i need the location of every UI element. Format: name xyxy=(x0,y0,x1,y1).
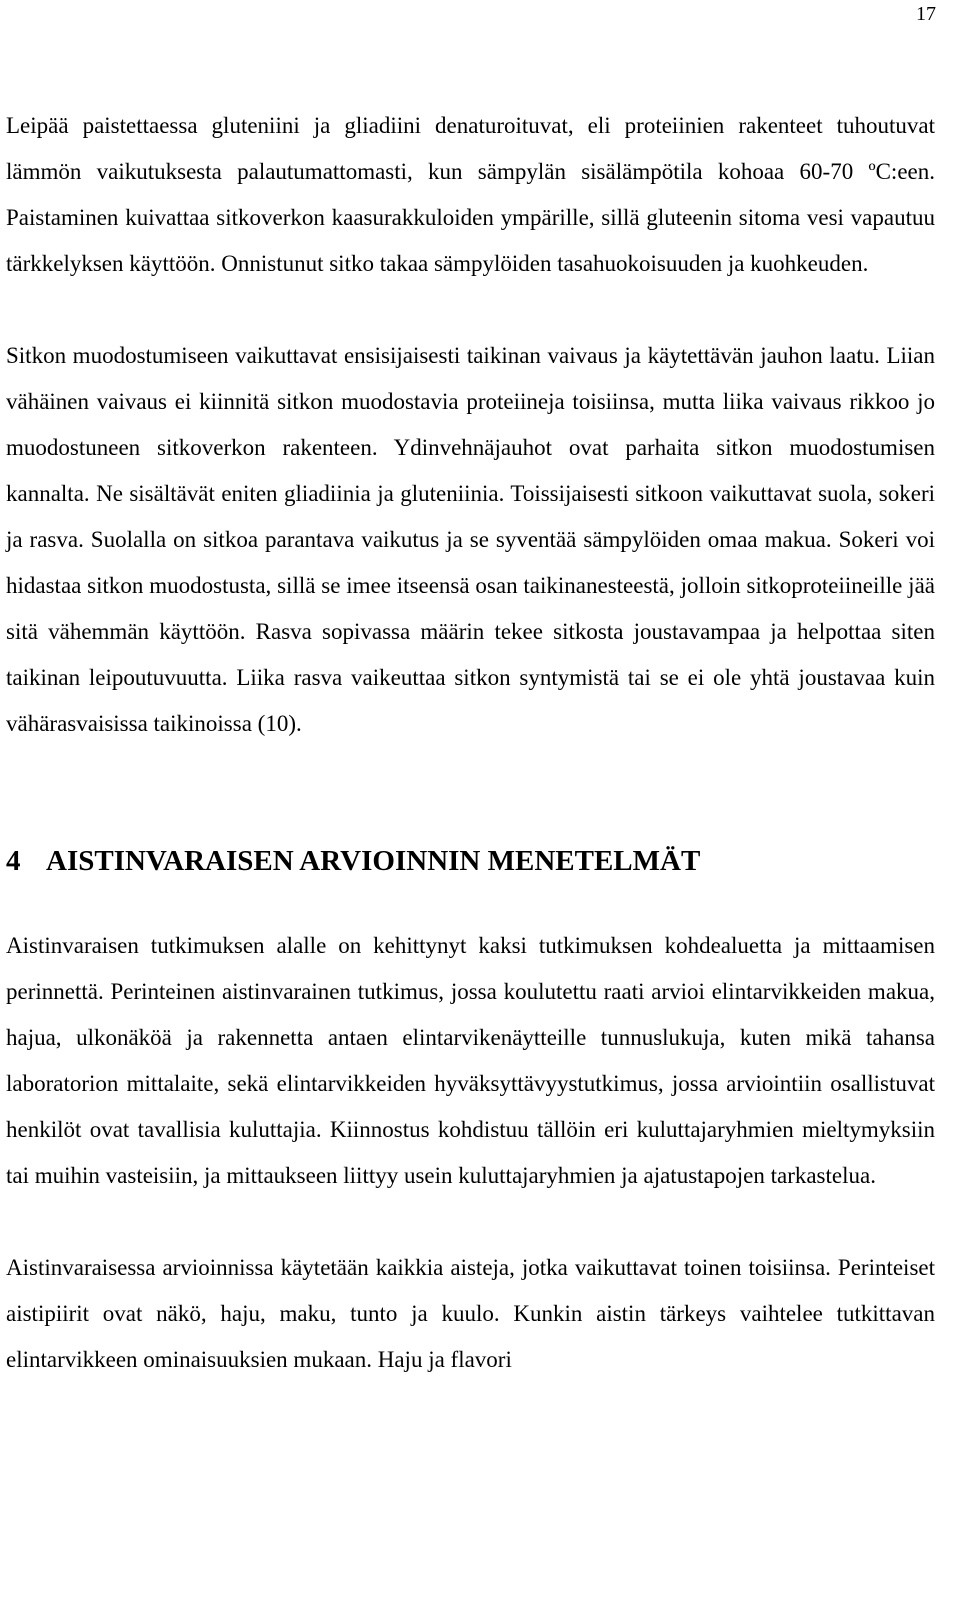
section-heading xyxy=(6,839,935,883)
page-number: 17 xyxy=(916,3,936,25)
section-number: 4 xyxy=(6,845,21,877)
section-title: AISTINVARAISEN ARVIOINNIN MENETELMÄT xyxy=(46,845,701,877)
document-body xyxy=(6,103,935,1383)
paragraph-baking-gluten: Leipää paistettaessa gluteniini ja gliadiini denaturoituvat, eli proteiinien rakenteet tuhoutuvat lämmön vaikutuksesta palautumattomasti, kun sämpylän sisälämpötila kohoaa 60-70 ºC:een. Paistaminen kuivattaa sitkoverkon kaasurakkuloiden ympärille, sillä gluteenin sitoma vesi vapautuu tärkkelyksen käyttöön. Onnistunut sitko takaa sämpylöiden tasahuokoisuuden ja kuohkeuden. xyxy=(6,113,935,276)
paragraph-senses: Aistinvaraisessa arvioinnissa käytetään kaikkia aisteja, jotka vaikuttavat toinen toisiinsa. Perinteiset aistipiirit ovat näkö, haju, maku, tunto ja kuulo. Kunkin aistin tärkeys vaihtelee tutkittavan elintarvikkeen ominaisuuksien mukaan. Haju ja flavori xyxy=(6,1255,935,1372)
paragraph-gluten-formation: Sitkon muodostumiseen vaikuttavat ensisijaisesti taikinan vaivaus ja käytettävän jauhon laatu. Liian vähäinen vaivaus ei kiinnitä sitkon muodostavia proteiineja toisiinsa, mutta liika vaivaus rikkoo jo muodostuneen sitkoverkon rakenteen. Ydinvehnäjauhot ovat parhaita sitkon muodostumisen kannalta. Ne sisältävät eniten gliadiinia ja gluteniinia. Toissijaisesti sitkoon vaikuttavat suola, sokeri ja rasva. Suolalla on sitkoa parantava vaikutus ja se syventää sämpylöiden omaa makua. Sokeri voi hidastaa sitkon muodostusta, sillä se imee itseensä osan taikinanesteestä, jolloin sitkoproteiineille jää sitä vähemmän käyttöön. Rasva sopivassa määrin tekee sitkosta joustavampaa ja helpottaa siten taikinan leipoutuvuutta. Liika rasva vaikeuttaa sitkon syntymistä tai se ei ole yhtä joustavaa kuin vähärasvaisissa taikinoissa (10). xyxy=(6,343,935,736)
paragraph-sensory-research: Aistinvaraisen tutkimuksen alalle on kehittynyt kaksi tutkimuksen kohdealuetta ja mittaamisen perinnettä. Perinteinen aistinvarainen tutkimus, jossa koulutettu raati arvioi elintarvikkeiden makua, hajua, ulkonäköä ja rakennetta antaen elintarvikenäytteille tunnuslukuja, kuten mikä tahansa laboratorion mittalaite, sekä elintarvikkeiden hyväksyttävyystutkimus, jossa arviointiin osallistuvat henkilöt ovat tavallisia kuluttajia. Kiinnostus kohdistuu tällöin eri kuluttajaryhmien mieltymyksiin tai muihin vasteisiin, ja mittaukseen liittyy usein kuluttajaryhmien ja ajatustapojen tarkastelua. xyxy=(6,933,935,1188)
